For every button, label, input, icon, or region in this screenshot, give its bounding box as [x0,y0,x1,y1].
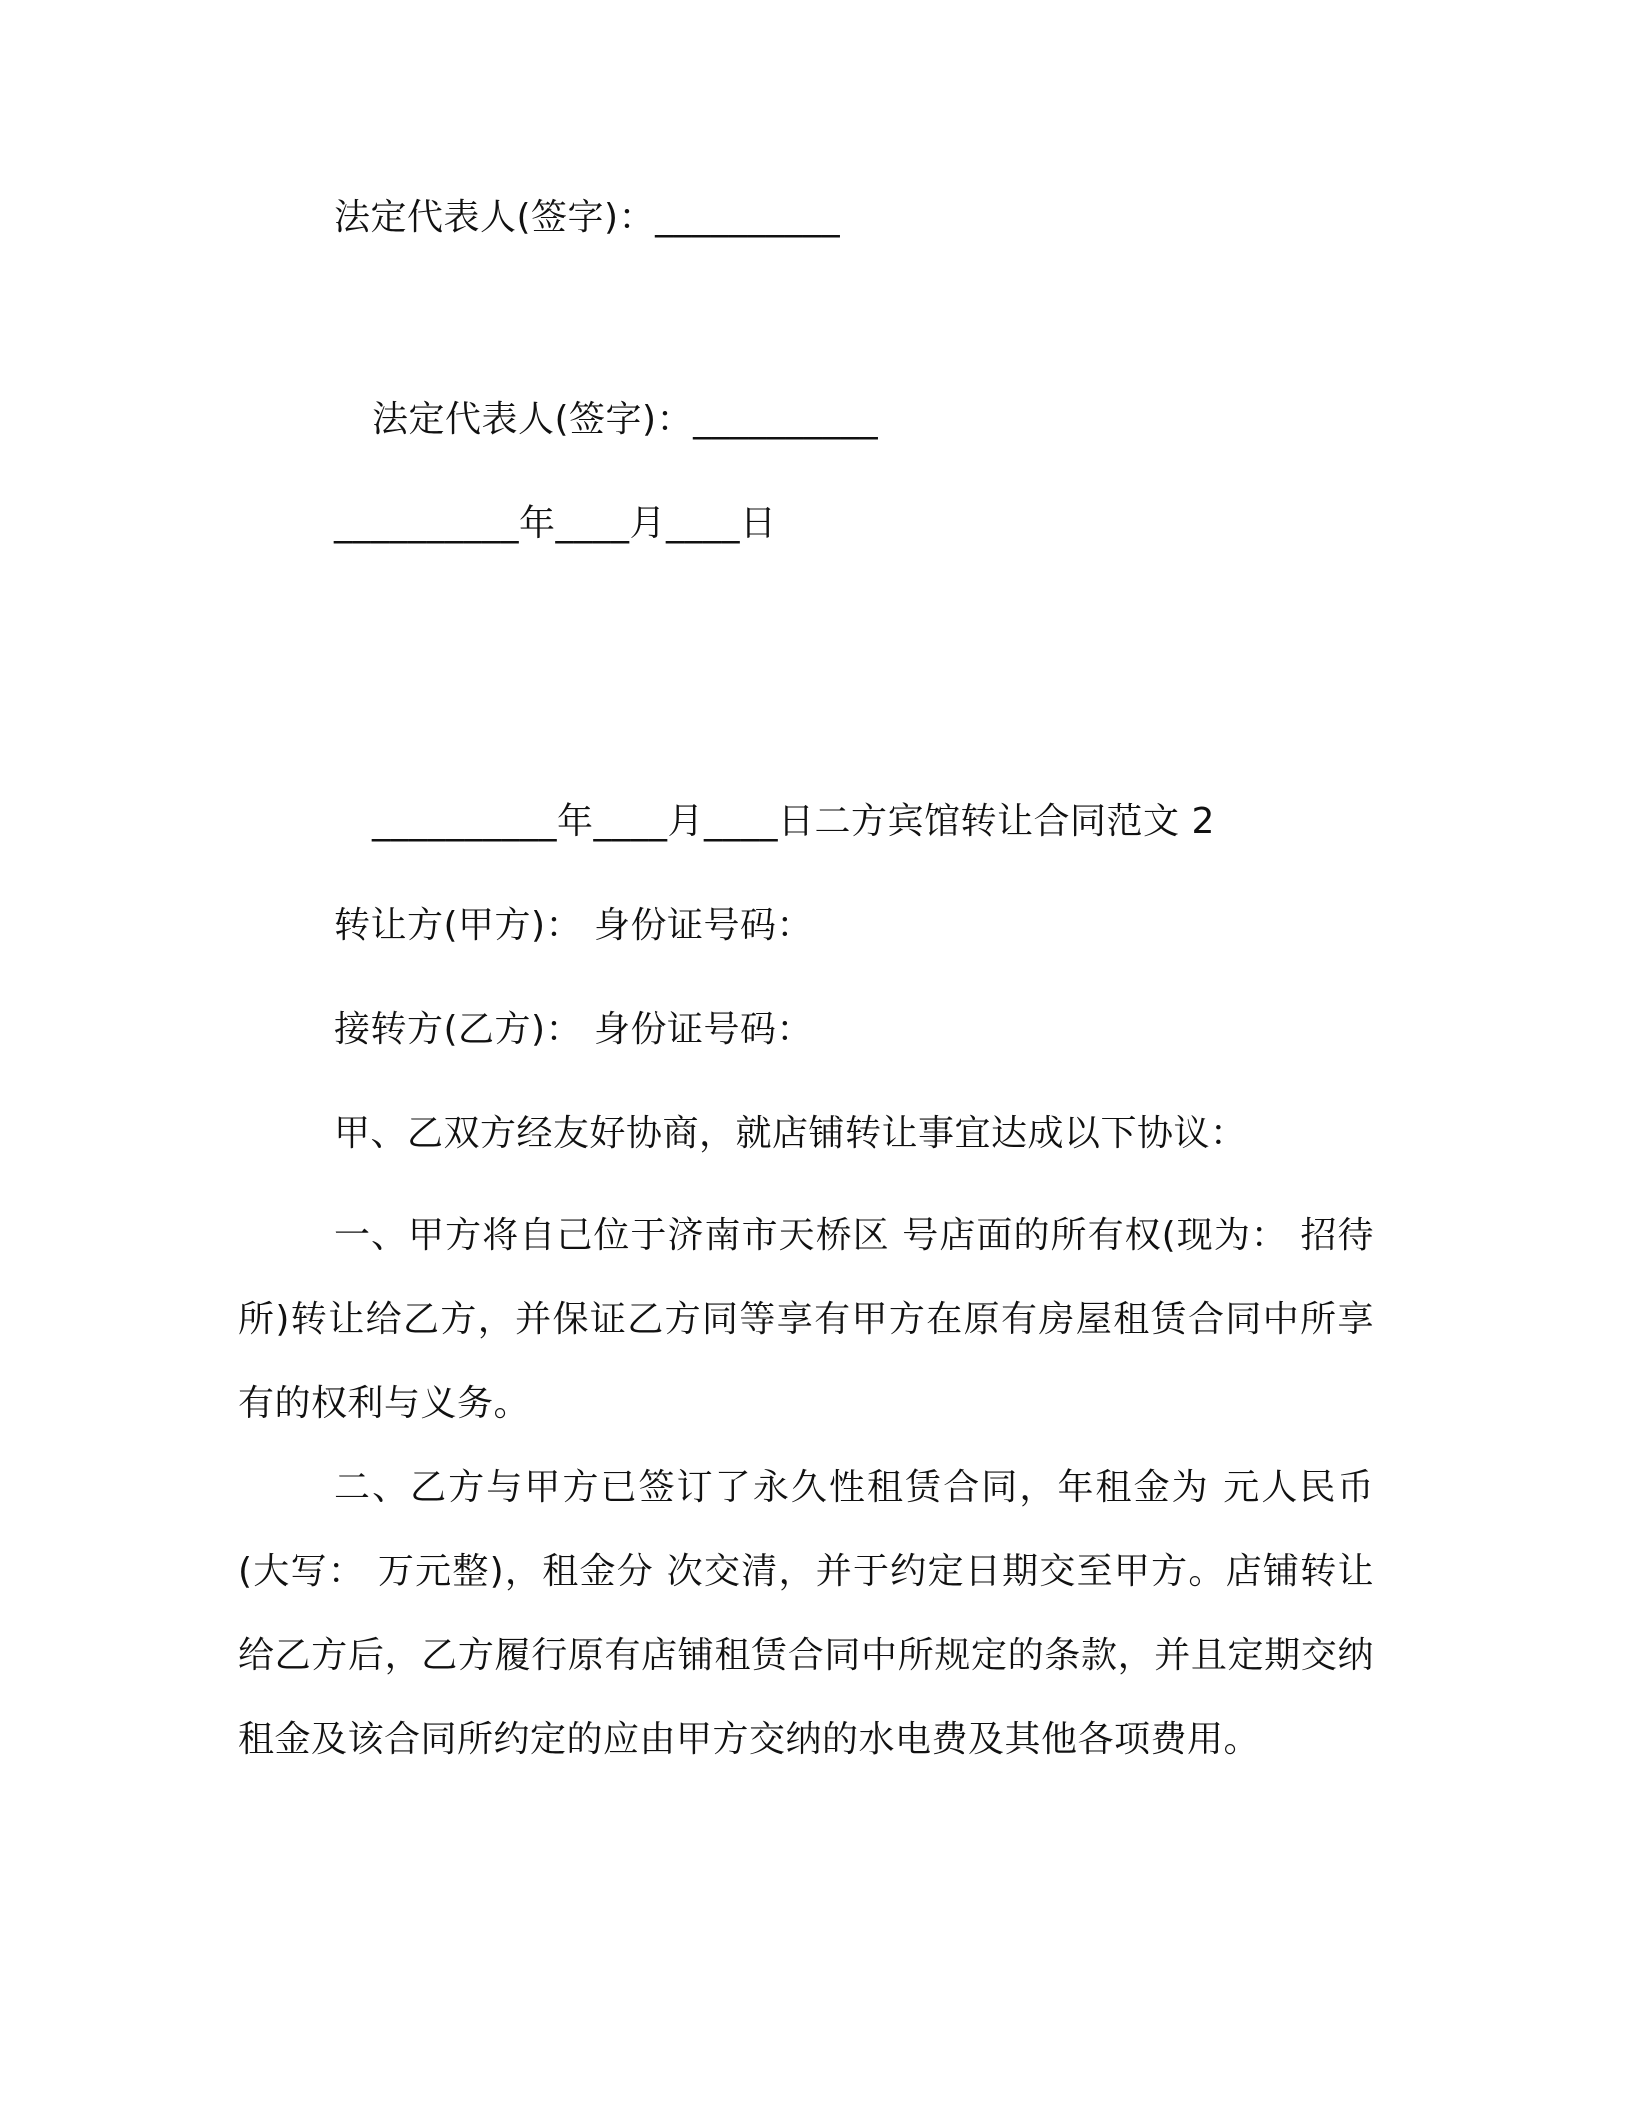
transferor-line: 转让方(甲方)： 身份证号码： [334,905,814,946]
clause-2-paragraph: 二、乙方与甲方已签订了永久性租赁合同，年租金为 元人民币(大写： 万元整)，租金分 次交清，并于约定日期交至甲方。店铺转让给乙方后，乙方履行原有店铺租赁合同中所规定的条款，并且定期交纳租金及该合同所约定的应由甲方交纳的水电费及其他各项费用。 [238,1467,1374,1760]
date-line: __________年____月____日 [334,503,777,544]
transferee-line: 接转方(乙方)： 身份证号码： [334,1009,814,1050]
legal-representative-signature-line-2: 法定代表人(签字)：__________ [372,399,879,440]
clause-1-paragraph: 一、甲方将自己位于济南市天桥区 号店面的所有权(现为： 招待所)转让给乙方，并保证乙方同等享有甲方在原有房屋租赁合同中所享有的权利与义务。 [238,1215,1374,1424]
date-and-contract-title-line: __________年____月____日二方宾馆转让合同范文 2 [372,801,1215,842]
agreement-intro-line: 甲、乙双方经友好协商，就店铺转让事宜达成以下协议： [334,1113,1247,1154]
legal-representative-signature-line-1: 法定代表人(签字)：__________ [334,197,841,238]
